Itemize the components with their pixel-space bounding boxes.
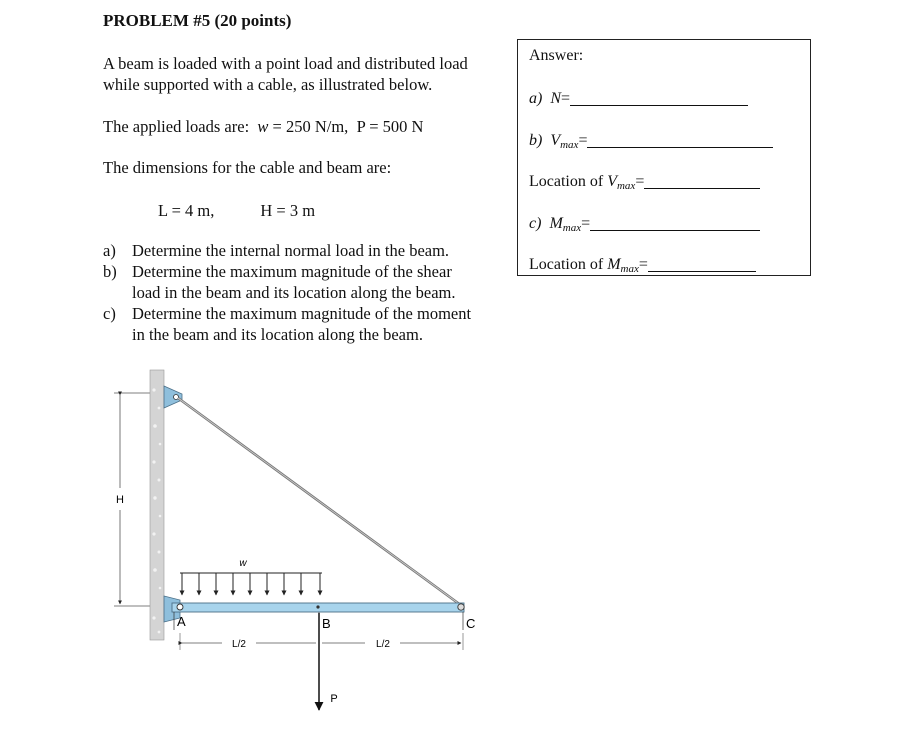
p-value: P = 500 N <box>356 117 424 136</box>
loc-v-prefix: Location of <box>529 173 604 190</box>
answer-a-field[interactable] <box>570 89 748 106</box>
cable-anchor <box>164 386 182 408</box>
answer-a-label: a) <box>529 90 543 107</box>
answer-c-var: M <box>549 215 563 232</box>
loc-m-field[interactable] <box>648 255 756 272</box>
answer-b-label: b) <box>529 132 543 149</box>
applied-loads <box>103 116 423 137</box>
problem-intro <box>103 53 468 95</box>
answer-c <box>529 214 760 234</box>
loc-m-sub: max <box>620 263 639 275</box>
l-half-right-label: L/2 <box>376 639 390 650</box>
answer-b-field[interactable] <box>587 131 773 148</box>
intro-line-1: A beam is loaded with a point load and distributed load <box>103 54 468 73</box>
wall <box>150 370 164 640</box>
equals-sign: = <box>638 256 648 273</box>
answer-c-field[interactable] <box>590 214 760 231</box>
point-b-icon <box>316 605 319 608</box>
dims-lead: The dimensions for the cable and beam are: <box>103 158 392 177</box>
answer-header: Answer: <box>529 47 584 64</box>
answer-a <box>529 89 748 108</box>
question-b <box>103 261 471 303</box>
question-line: Determine the maximum magnitude of the moment <box>132 304 472 323</box>
equals-sign: = <box>635 173 645 190</box>
loc-m-prefix: Location of <box>529 256 604 273</box>
answer-b-sub: max <box>560 139 579 151</box>
dimensions <box>158 200 315 221</box>
loc-v-var: V <box>607 173 617 190</box>
equals-sign: = <box>561 90 571 107</box>
point-b-label: B <box>322 616 331 631</box>
p-load-label: P <box>330 693 338 705</box>
answer-loc-m <box>529 255 756 275</box>
h-dim-label: H <box>116 494 124 506</box>
question-list <box>103 240 471 345</box>
intro-line-2: while supported with a cable, as illustrated below. <box>103 75 433 94</box>
pin-a-icon <box>177 604 183 610</box>
problem-title: PROBLEM #5 (20 points) <box>103 11 292 30</box>
question-line: load in the beam and its location along the beam. <box>132 283 456 302</box>
answer-box <box>517 39 811 276</box>
loads-prefix: The applied loads are: <box>103 117 250 136</box>
question-label: c) <box>103 304 116 323</box>
pin-c-icon <box>458 604 464 610</box>
distributed-load-arrows <box>182 573 320 595</box>
answer-b <box>529 131 773 151</box>
beam-cable-figure <box>100 360 520 720</box>
point-c-label: C <box>466 616 476 631</box>
equals-sign: = <box>578 132 588 149</box>
answer-a-var: N <box>550 90 561 107</box>
w-value: = 250 N/m, <box>272 117 349 136</box>
question-c <box>103 303 471 345</box>
loc-v-sub: max <box>616 180 636 192</box>
question-label: a) <box>103 241 116 260</box>
loc-v-field[interactable] <box>644 172 760 189</box>
question-label: b) <box>103 262 117 281</box>
point-a-label: A <box>177 614 186 629</box>
question-line: in the beam and its location along the beam. <box>132 325 423 344</box>
h-value: H = 3 m <box>260 201 316 220</box>
question-a <box>103 240 471 261</box>
answer-c-sub: max <box>562 222 582 234</box>
w-load-label: w <box>239 558 247 569</box>
question-line: Determine the internal normal load in the beam. <box>132 241 450 260</box>
answer-b-var: V <box>550 132 561 149</box>
w-symbol: w <box>257 117 269 136</box>
l-value: L = 4 m, <box>158 201 215 220</box>
answer-c-label: c) <box>529 215 542 232</box>
loc-m-var: M <box>607 256 621 273</box>
equals-sign: = <box>581 215 591 232</box>
answer-loc-v <box>529 172 760 192</box>
l-half-left-label: L/2 <box>232 639 246 650</box>
question-line: Determine the maximum magnitude of the shear <box>132 262 452 281</box>
